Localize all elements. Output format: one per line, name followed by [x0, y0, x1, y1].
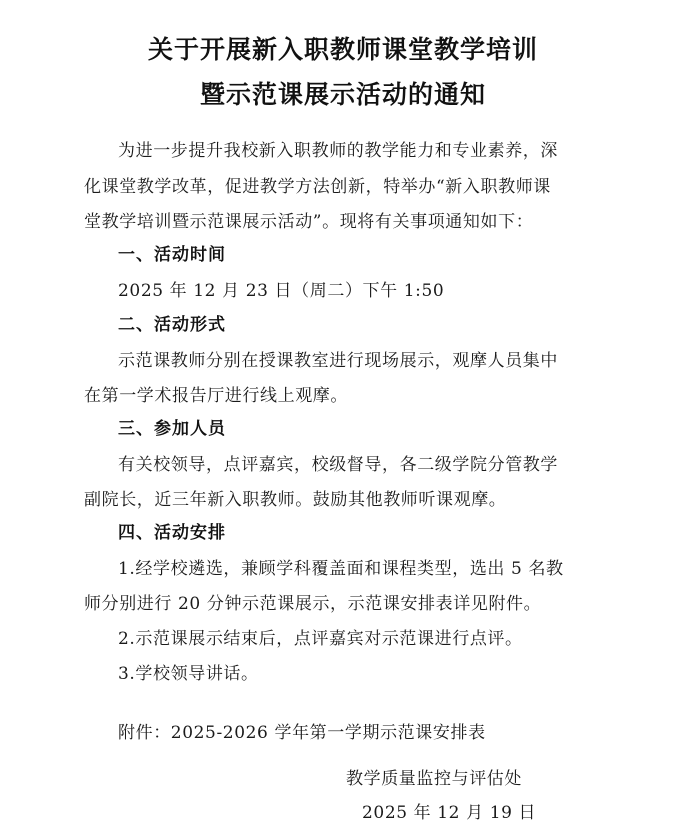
signature-org: 教学质量监控与评估处: [346, 769, 522, 789]
section-1-time: 2025 年 12 月 23 日（周二）下午 1:50: [118, 281, 445, 301]
section-3-line-1: 有关校领导，点评嘉宾，校级督导，各二级学院分管教学: [118, 455, 558, 475]
section-3-heading: 三、参加人员: [118, 419, 226, 439]
signature-date: 2025 年 12 月 19 日: [362, 803, 537, 823]
section-4-heading: 四、活动安排: [118, 523, 226, 543]
section-4-item-2: 2.示范课展示结束后，点评嘉宾对示范课进行点评。: [118, 629, 523, 649]
section-4-item-1-line-1: 1.经学校遴选，兼顾学科覆盖面和课程类型，选出 5 名教: [118, 559, 564, 579]
section-1-heading: 一、活动时间: [118, 245, 226, 265]
intro-line-3: 堂教学培训暨示范课展示活动”。现将有关事项通知如下：: [84, 212, 534, 232]
section-4-item-3: 3.学校领导讲话。: [118, 664, 259, 684]
section-2-line-1: 示范课教师分别在授课教室进行现场展示，观摩人员集中: [118, 351, 558, 371]
section-2-line-2: 在第一学术报告厅进行线上观摩。: [84, 386, 348, 406]
intro-line-2: 化课堂教学改革，促进教学方法创新，特举办“新入职教师课: [84, 177, 551, 197]
document-title-line-1: 关于开展新入职教师课堂教学培训: [147, 35, 538, 64]
intro-line-1: 为进一步提升我校新入职教师的教学能力和专业素养，深: [118, 141, 558, 161]
attachment-note: 附件：2025-2026 学年第一学期示范课安排表: [118, 723, 486, 743]
section-3-line-2: 副院长，近三年新入职教师。鼓励其他教师听课观摩。: [84, 490, 507, 510]
section-2-heading: 二、活动形式: [118, 315, 226, 335]
section-4-item-1-line-2: 师分别进行 20 分钟示范课展示，示范课安排表详见附件。: [84, 594, 542, 614]
document-title-line-2: 暨示范课展示活动的通知: [199, 80, 486, 109]
